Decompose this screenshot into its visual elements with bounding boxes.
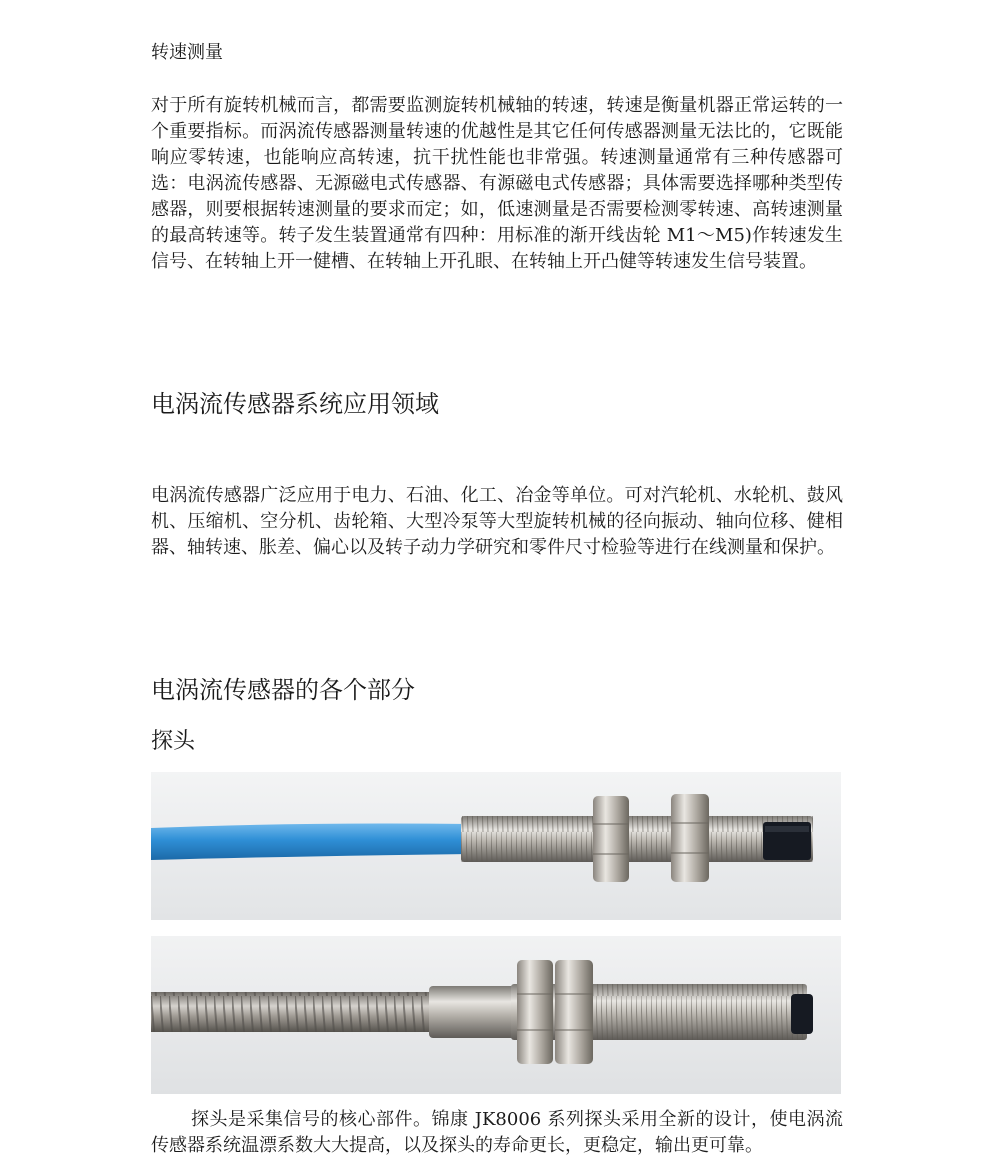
probe-subheading: 探头: [151, 729, 196, 754]
probe-photo-blue-cable: [151, 772, 841, 920]
probe-photo-armored-cable: [151, 936, 841, 1094]
applications-paragraph: 电涡流传感器广泛应用于电力、石油、化工、冶金等单位。可对汽轮机、水轮机、鼓风机、压缩机、空分机、齿轮箱、大型冷泵等大型旋转机械的径向振动、轴向位移、健相器、轴转速、胀差、偏心以及转子动力学研究和零件尺寸检验等进行在线测量和保护。: [151, 485, 843, 558]
applications-heading: 电涡流传感器系统应用领域: [151, 390, 439, 418]
parts-heading: 电涡流传感器的各个部分: [151, 676, 415, 704]
rpm-paragraph: 对于所有旋转机械而言，都需要监测旋转机械轴的转速，转速是衡量机器正常运转的一个重要指标。而涡流传感器测量转速的优越性是其它任何传感器测量无法比的，它既能响应零转速，也能响应高转速，抗干扰性能也非常强。转速测量通常有三种传感器可选：电涡流传感器、无源磁电式传感器、有源磁电式传感器；具体需要选择哪种类型传感器，则要根据转速测量的要求而定；如，低速测量是否需要检测零转速、高转速测量的最高转速等。转子发生装置通常有四种：用标准的渐开线齿轮 M1～M5)作转速发生信号、在转轴上开一健槽、在转轴上开孔眼、在转轴上开凸健等转速发生信号装置。: [151, 95, 843, 272]
rpm-section-title: 转速测量: [151, 42, 223, 63]
probe-armored-cable-illustration: [151, 936, 841, 1094]
probe-paragraph: 探头是采集信号的核心部件。锦康 JK8006 系列探头采用全新的设计，使电涡流传感器系统温漂系数大大提高，以及探头的寿命更长，更稳定，输出更可靠。: [151, 1109, 843, 1156]
probe-blue-cable-illustration: [151, 772, 841, 920]
